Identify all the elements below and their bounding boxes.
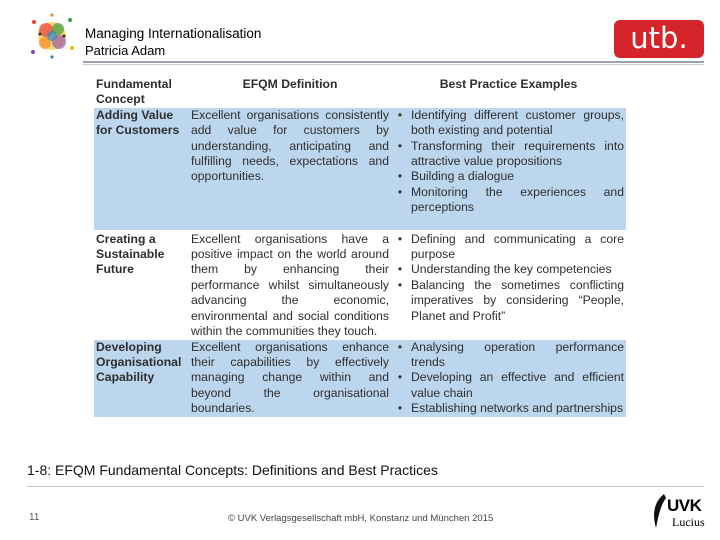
list-item: Identifying different customer groups, both existing and potential	[411, 107, 624, 138]
bullet-icon: •	[397, 169, 403, 184]
bullet-icon: •	[397, 231, 403, 246]
definition-cell: Excellent organisations enhance their capabilities by effectively managing change within and beyond the organisational boundaries.	[191, 339, 389, 416]
examples-cell	[409, 340, 626, 417]
examples-cell	[409, 108, 626, 230]
list-item: Balancing the sometimes conflicting imperatives by considering “People, Planet and Profit”	[411, 277, 624, 323]
bullet-column	[391, 108, 409, 230]
author-name: Patricia Adam	[85, 43, 166, 58]
footer-rule	[27, 486, 704, 487]
uvk-name: UVK	[667, 496, 702, 515]
header-rule	[83, 61, 704, 63]
bullet-icon: •	[397, 262, 403, 277]
list-item: Establishing networks and partnerships	[411, 401, 624, 416]
concept-cell: Developing Organisational Capability	[94, 340, 189, 417]
table-header-row	[94, 76, 626, 108]
header-rule-thin	[83, 64, 704, 65]
list-item: Building a dialogue	[411, 169, 514, 184]
header-examples: Best Practice Examples	[391, 76, 626, 108]
bullet-icon: •	[397, 138, 403, 153]
bullet-icon: •	[397, 277, 403, 292]
uvk-logo	[650, 492, 710, 534]
figure-caption: 1‑8: EFQM Fundamental Concepts: Definitions and Best Practices	[27, 462, 438, 478]
uvk-mark-icon	[650, 494, 666, 528]
table-row	[94, 340, 626, 417]
utb-logo: utb.	[614, 20, 704, 58]
list-item: Developing an effective and efficient value chain	[411, 370, 624, 400]
presentation-title: Managing Internationalisation	[85, 26, 262, 41]
table-row	[94, 232, 626, 340]
concept-cell: Creating a Sustainable Future	[96, 231, 165, 277]
list-item: Defining and communicating a core purpose	[411, 231, 624, 262]
list-item: Analysing operation performance trends	[411, 339, 624, 369]
bullet-column	[391, 340, 409, 417]
header-definition: EFQM Definition	[189, 76, 391, 108]
definition-cell: Excellent organisations have a positive impact on the world around them by enhancing their performance whilst simultaneously advancing the economic, environmental and social conditions within the communities they touch.	[191, 231, 389, 339]
concept-cell: Adding Value for Customers	[94, 108, 189, 230]
list-item: Transforming their requirements into attractive value propositions	[411, 138, 624, 169]
table-row	[94, 108, 626, 230]
definition-cell: Excellent organisations consistently add value for customers by understanding, anticipating and fulfilling needs, expectations and opportunities.	[189, 108, 391, 230]
examples-cell	[409, 232, 626, 340]
bullet-icon: •	[397, 184, 403, 199]
uvk-subname: Lucius	[672, 515, 705, 529]
bullet-icon: •	[397, 339, 403, 354]
logo-burst-icon	[28, 12, 76, 60]
list-item: Understanding the key competencies	[411, 262, 612, 277]
bullet-icon: •	[397, 401, 403, 416]
list-item: Monitoring the experiences and perceptions	[411, 184, 624, 215]
page-number: 11	[29, 512, 40, 523]
header-concept: Fundamental Concept	[94, 76, 189, 108]
bullet-icon: •	[397, 370, 403, 385]
copyright-notice: © UVK Verlagsgesellschaft mbH, Konstanz und München 2015	[228, 513, 494, 524]
efqm-table	[94, 76, 626, 417]
bullet-column	[391, 232, 409, 340]
bullet-icon: •	[397, 107, 403, 122]
